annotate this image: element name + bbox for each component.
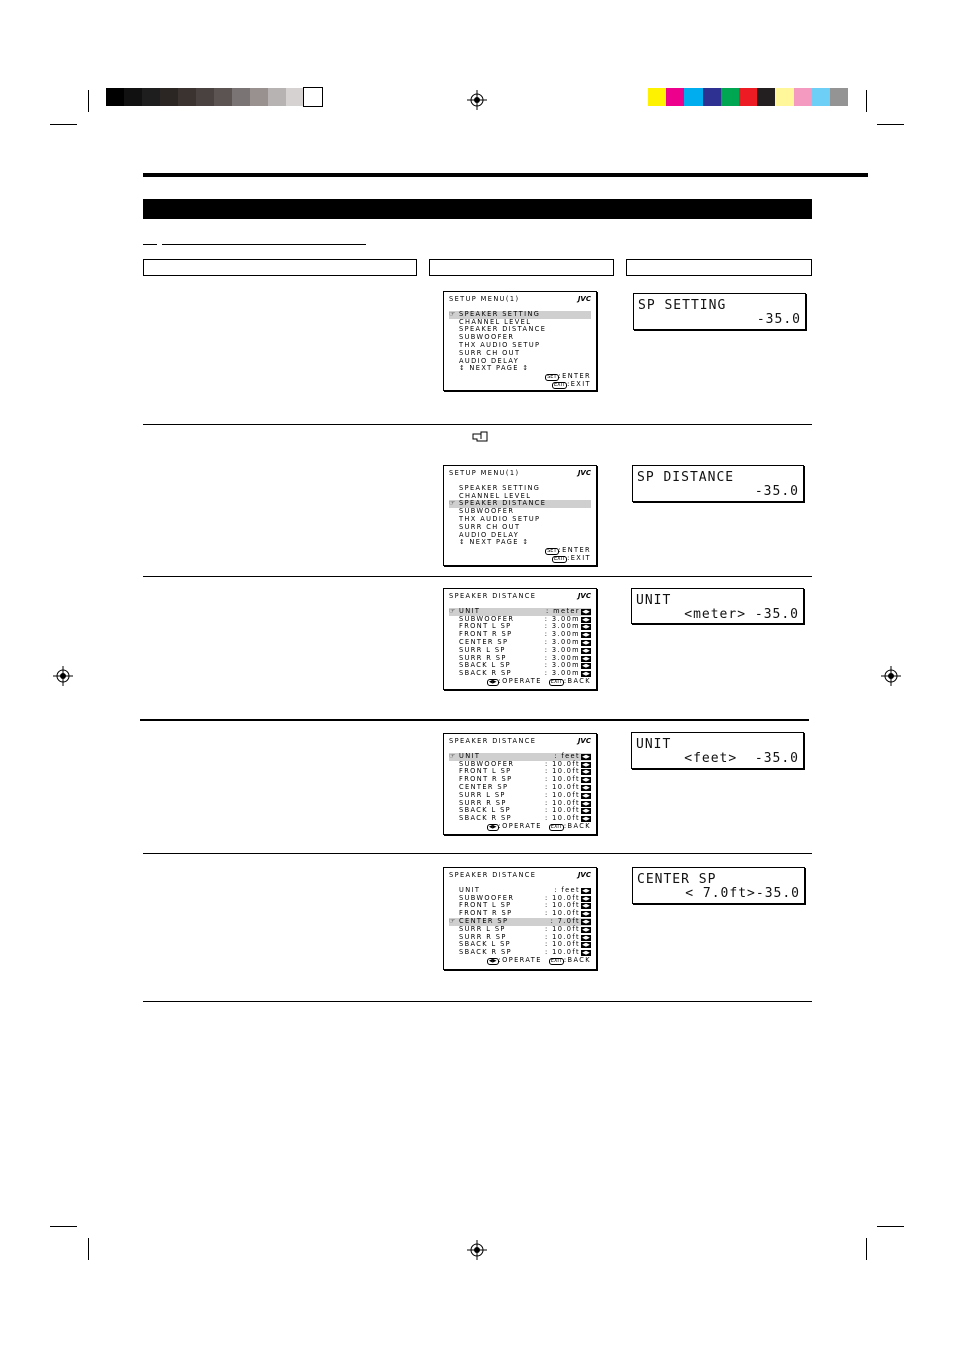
pointing-hand-icon — [472, 431, 488, 442]
display-line-2: -35.0 — [754, 484, 799, 499]
osd-row-value: : 3.00m — [544, 653, 580, 662]
crop-mark — [866, 1238, 867, 1260]
osd-footer — [449, 678, 591, 686]
left-right-arrows-icon: ◀▶ — [582, 663, 590, 670]
pointing-hand-icon: ☞ — [449, 499, 456, 508]
osd-row-label: SUBWOOFER — [459, 893, 515, 902]
set-key-icon: SET — [547, 374, 557, 381]
column-header-display — [626, 259, 812, 276]
calibration-swatch — [106, 88, 124, 106]
calibration-swatch — [739, 88, 757, 106]
osd-row-label: SURR R SP — [459, 653, 507, 662]
osd-footer-text: :EXIT — [567, 380, 591, 389]
osd-row-value: : 7.0ft — [550, 916, 580, 925]
osd-row-label: SPEAKER DISTANCE — [459, 325, 547, 334]
osd-row-label: UNIT — [459, 885, 481, 894]
osd-row-value: : 3.00m — [544, 622, 580, 631]
left-right-arrows-icon: ◀▶ — [582, 808, 590, 815]
osd-footer — [449, 957, 591, 965]
osd-footer-text: :BACK — [563, 821, 591, 830]
osd-row-label: SUBWOOFER — [459, 333, 515, 342]
calibration-swatch — [757, 88, 775, 106]
calibration-swatch — [812, 88, 830, 106]
osd-row-value: : 10.0ft — [545, 948, 580, 957]
osd-row-label: SURR CH OUT — [459, 348, 521, 357]
osd-footer-text: :ENTER — [558, 372, 591, 381]
left-right-arrows-icon: ◀▶ — [582, 934, 590, 941]
osd-row-label: UNIT — [459, 751, 481, 760]
left-right-arrows-icon: ◀▶ — [582, 895, 590, 902]
osd-footer-text: :BACK — [563, 676, 591, 685]
osd-row-value: : 10.0ft — [545, 940, 580, 949]
osd-row-label: SBACK L SP — [459, 661, 512, 670]
osd-row-label: SURR L SP — [459, 924, 506, 933]
crop-mark — [877, 1226, 904, 1227]
subheading-underline — [162, 244, 366, 245]
osd-row-value: : 10.0ft — [545, 909, 580, 918]
osd-row-value: : 3.00m — [544, 614, 580, 623]
section-title-band — [143, 199, 812, 219]
pointing-hand-icon: ☞ — [449, 606, 456, 615]
osd-title: SPEAKER DISTANCE — [449, 592, 537, 600]
display-line-2: < 7.0ft>-35.0 — [685, 886, 800, 901]
crop-mark — [877, 124, 904, 125]
osd-menu-row — [449, 670, 591, 678]
osd-title-bar — [449, 738, 591, 746]
osd-title-bar — [449, 872, 591, 880]
osd-row-value: : 10.0ft — [545, 798, 580, 807]
crop-mark — [50, 1226, 77, 1227]
left-right-arrows-icon: ◀▶ — [582, 624, 590, 631]
osd-row-label: CENTER SP — [459, 637, 509, 646]
osd-row-value: : 3.00m — [544, 661, 580, 670]
osd-row-label: THX AUDIO SETUP — [459, 514, 541, 523]
display-line-1: CENTER SP — [637, 872, 717, 887]
osd-title: SPEAKER DISTANCE — [449, 871, 537, 879]
left-right-arrows-icon: ◀▶ — [582, 753, 590, 760]
osd-row-label: FRONT R SP — [459, 630, 513, 639]
osd-row-label: AUDIO DELAY — [459, 356, 520, 365]
left-right-arrows-icon: ◀▶ — [582, 918, 590, 925]
osd-row-value: : 10.0ft — [545, 759, 580, 768]
osd-footer-text: :BACK — [563, 955, 591, 964]
osd-row-label: UNIT — [459, 606, 481, 615]
osd-row-label: THX AUDIO SETUP — [459, 340, 541, 349]
display-line-2: <feet> -35.0 — [684, 751, 799, 766]
osd-footer-exit — [449, 381, 591, 389]
osd-row-label: CHANNEL LEVEL — [459, 317, 532, 326]
osd-row-label: SPEAKER SETTING — [459, 483, 541, 492]
osd-row-label: ↕ NEXT PAGE ↕ — [459, 538, 530, 547]
osd-row-label: SURR R SP — [459, 932, 507, 941]
column-header-steps — [143, 259, 417, 276]
calibration-swatch — [794, 88, 812, 106]
osd-menu-row — [449, 949, 591, 957]
left-right-arrows-icon: ◀▶ — [582, 769, 590, 776]
left-right-arrows-icon: ◀▶ — [582, 608, 590, 615]
osd-row-value: : 3.00m — [544, 669, 580, 678]
left-right-arrows-icon: ◀▶ — [582, 784, 590, 791]
osd-row-label: SURR L SP — [459, 645, 506, 654]
front-display-sp-distance — [632, 465, 804, 502]
osd-footer-text: :EXIT — [567, 554, 591, 563]
left-right-arrows-icon: ◀▶ — [582, 647, 590, 654]
osd-title: SPEAKER DISTANCE — [449, 737, 537, 745]
osd-row-value: : 10.0ft — [545, 767, 580, 776]
osd-speaker-distance-feet — [443, 733, 597, 835]
osd-row-label: SUBWOOFER — [459, 759, 515, 768]
left-right-arrows-icon: ◀▶ — [488, 678, 497, 685]
osd-row-value: : 10.0ft — [545, 814, 580, 823]
osd-row-label: SUBWOOFER — [459, 614, 515, 623]
osd-speaker-distance-meter — [443, 588, 597, 690]
calibration-swatch — [286, 88, 304, 106]
left-right-arrows-icon: ◀▶ — [582, 632, 590, 639]
column-header-screen — [429, 259, 614, 276]
front-display-center-sp — [632, 867, 805, 904]
osd-row-label: FRONT R SP — [459, 909, 513, 918]
pointing-hand-icon: ☞ — [449, 751, 456, 760]
osd-row-value: : 3.00m — [544, 637, 580, 646]
left-right-arrows-icon: ◀▶ — [582, 777, 590, 784]
step-separator — [140, 719, 809, 721]
calibration-swatch — [721, 88, 739, 106]
display-line-2: <meter> -35.0 — [684, 607, 799, 622]
calibration-swatch — [232, 88, 250, 106]
left-right-arrows-icon: ◀▶ — [488, 823, 497, 830]
osd-row-label: CENTER SP — [459, 782, 509, 791]
osd-row-value: : meter — [546, 606, 580, 615]
osd-row-value: : feet — [554, 751, 580, 760]
osd-row-value: : 10.0ft — [545, 806, 580, 815]
osd-title-bar — [449, 296, 591, 304]
crop-mark — [866, 90, 867, 112]
calibration-swatch — [684, 88, 702, 106]
left-right-arrows-icon: ◀▶ — [582, 800, 590, 807]
left-right-arrows-icon: ◀▶ — [582, 887, 590, 894]
osd-row-label: CENTER SP — [459, 916, 509, 925]
left-right-arrows-icon: ◀▶ — [488, 957, 497, 964]
header-rule — [143, 173, 868, 177]
registration-mark-icon — [53, 666, 73, 686]
exit-key-icon: EXIT — [553, 556, 566, 563]
calibration-swatch — [214, 88, 232, 106]
osd-brand-logo: JVC — [577, 737, 591, 745]
osd-row-label: SPEAKER DISTANCE — [459, 499, 547, 508]
osd-row-label: AUDIO DELAY — [459, 530, 520, 539]
osd-row-value: : 10.0ft — [545, 924, 580, 933]
step-separator — [143, 853, 812, 854]
left-right-arrows-icon: ◀▶ — [582, 926, 590, 933]
registration-mark-icon — [467, 1240, 487, 1260]
osd-footer-text: :ENTER — [558, 546, 591, 555]
osd-menu-row — [449, 365, 591, 373]
front-display-sp-setting — [633, 293, 806, 330]
osd-row-label: SUBWOOFER — [459, 507, 515, 516]
osd-row-value: : 10.0ft — [545, 932, 580, 941]
osd-row-value: : 10.0ft — [545, 790, 580, 799]
calibration-swatch — [666, 88, 684, 106]
osd-title-bar — [449, 470, 591, 478]
display-line-1: SP DISTANCE — [637, 470, 735, 485]
osd-row-label: SBACK R SP — [459, 814, 512, 823]
crop-mark — [88, 90, 89, 112]
osd-brand-logo: JVC — [577, 592, 591, 600]
pointing-hand-icon: ☞ — [449, 309, 456, 318]
exit-key-icon: EXIT — [550, 678, 562, 685]
osd-row-value: : 10.0ft — [545, 893, 580, 902]
front-display-unit-feet — [631, 732, 804, 769]
display-line-1: UNIT — [636, 593, 672, 608]
osd-row-label: FRONT L SP — [459, 622, 512, 631]
registration-mark-icon — [467, 90, 487, 110]
left-right-arrows-icon: ◀▶ — [582, 816, 590, 823]
osd-row-label: CHANNEL LEVEL — [459, 491, 532, 500]
osd-row-label: ↕ NEXT PAGE ↕ — [459, 364, 530, 373]
calibration-swatch — [178, 88, 196, 106]
osd-row-label: SURR R SP — [459, 798, 507, 807]
left-right-arrows-icon: ◀▶ — [582, 639, 590, 646]
osd-menu-row — [449, 539, 591, 547]
osd-row-label: SBACK R SP — [459, 948, 512, 957]
osd-row-label: FRONT L SP — [459, 901, 512, 910]
calibration-swatch — [142, 88, 160, 106]
exit-key-icon: EXIT — [553, 382, 566, 389]
osd-footer — [449, 823, 591, 831]
osd-footer-text: :OPERATE — [498, 955, 542, 964]
step-separator — [143, 424, 812, 425]
osd-footer-text: :OPERATE — [498, 676, 542, 685]
calibration-swatch — [775, 88, 793, 106]
calibration-swatch — [304, 88, 322, 106]
left-right-arrows-icon: ◀▶ — [582, 911, 590, 918]
osd-row-value: : feet — [554, 885, 580, 894]
osd-row-label: SBACK R SP — [459, 669, 512, 678]
crop-mark — [88, 1238, 89, 1260]
osd-brand-logo: JVC — [577, 871, 591, 879]
calibration-swatch — [124, 88, 142, 106]
osd-setup-menu-speaker-distance — [443, 465, 597, 566]
front-display-unit-meter — [631, 588, 804, 624]
exit-key-icon: EXIT — [550, 823, 562, 830]
left-right-arrows-icon: ◀▶ — [582, 655, 590, 662]
osd-row-label: SBACK L SP — [459, 940, 512, 949]
osd-row-value: : 10.0ft — [545, 782, 580, 791]
calibration-swatch — [268, 88, 286, 106]
osd-footer-text: :OPERATE — [498, 821, 542, 830]
calibration-swatch — [648, 88, 666, 106]
osd-title: SETUP MENU(1) — [449, 469, 520, 477]
calibration-swatch — [830, 88, 848, 106]
display-line-1: SP SETTING — [638, 298, 727, 313]
osd-row-label: FRONT R SP — [459, 775, 513, 784]
calibration-swatch — [196, 88, 214, 106]
left-right-arrows-icon: ◀▶ — [582, 903, 590, 910]
left-right-arrows-icon: ◀▶ — [582, 950, 590, 957]
registration-mark-icon — [881, 666, 901, 686]
display-line-2: -35.0 — [756, 312, 801, 327]
step-separator — [143, 1001, 812, 1002]
osd-row-label: SPEAKER SETTING — [459, 309, 541, 318]
osd-row-value: : 10.0ft — [545, 775, 580, 784]
osd-row-label: SURR L SP — [459, 790, 506, 799]
step-separator — [143, 576, 812, 577]
pointing-hand-icon: ☞ — [449, 916, 456, 925]
osd-setup-menu-speaker-setting — [443, 291, 597, 391]
osd-speaker-distance-center — [443, 867, 597, 970]
left-right-arrows-icon: ◀▶ — [582, 792, 590, 799]
osd-footer-exit — [449, 555, 591, 563]
osd-row-value: : 3.00m — [544, 645, 580, 654]
osd-brand-logo: JVC — [577, 469, 591, 477]
calibration-swatch — [160, 88, 178, 106]
exit-key-icon: EXIT — [550, 957, 562, 964]
left-right-arrows-icon: ◀▶ — [582, 942, 590, 949]
osd-title-bar — [449, 593, 591, 601]
osd-row-label: SBACK L SP — [459, 806, 512, 815]
set-key-icon: SET — [547, 548, 557, 555]
left-right-arrows-icon: ◀▶ — [582, 761, 590, 768]
osd-row-label: SURR CH OUT — [459, 522, 521, 531]
subheading-underline — [143, 244, 157, 245]
osd-title: SETUP MENU(1) — [449, 295, 520, 303]
crop-mark — [50, 124, 77, 125]
left-right-arrows-icon: ◀▶ — [582, 616, 590, 623]
display-line-1: UNIT — [636, 737, 672, 752]
osd-row-label: FRONT L SP — [459, 767, 512, 776]
left-right-arrows-icon: ◀▶ — [582, 671, 590, 678]
osd-row-value: : 10.0ft — [545, 901, 580, 910]
calibration-swatch — [703, 88, 721, 106]
osd-menu-row — [449, 815, 591, 823]
osd-brand-logo: JVC — [577, 295, 591, 303]
osd-row-value: : 3.00m — [544, 630, 580, 639]
calibration-swatch — [250, 88, 268, 106]
